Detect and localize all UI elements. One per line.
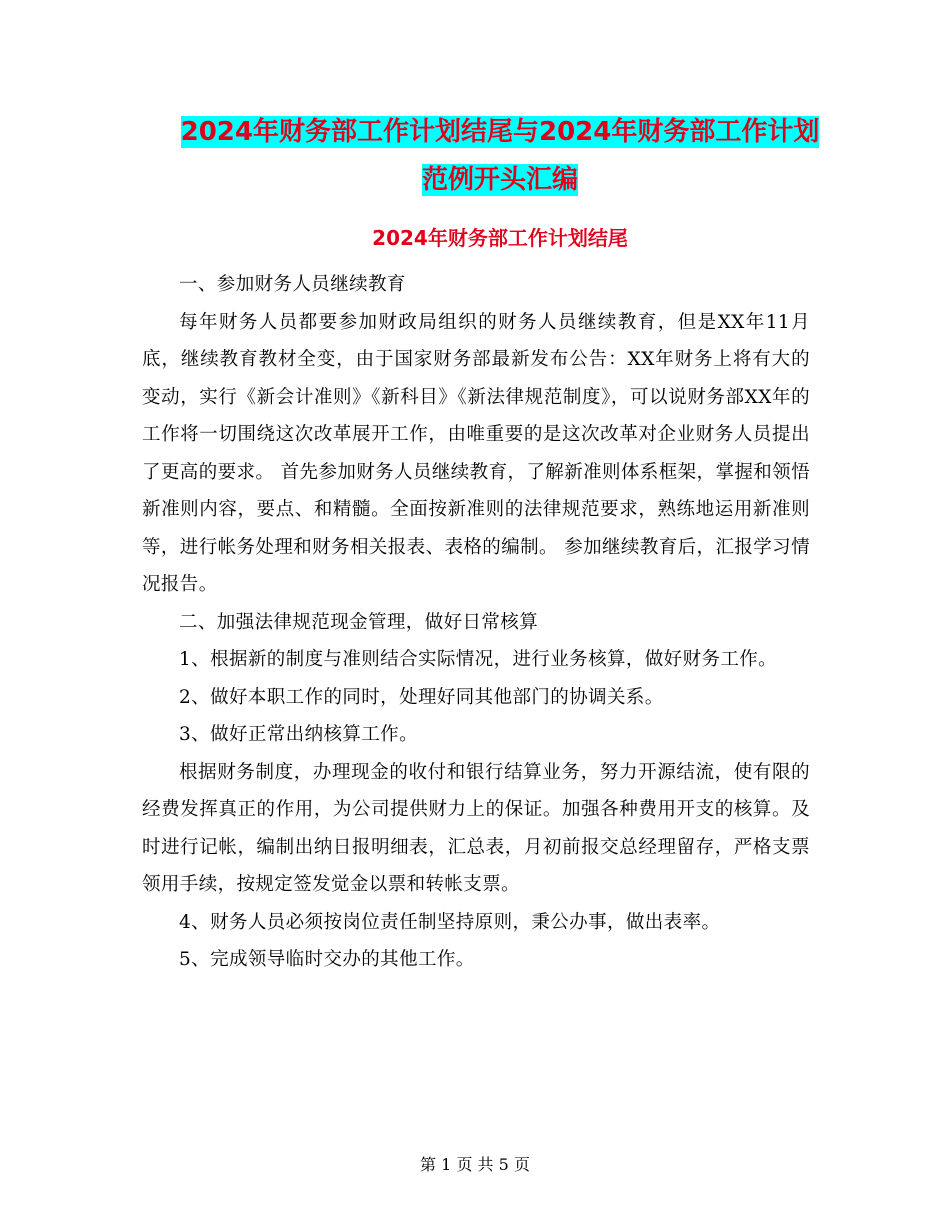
list-item-5: 5、完成领导临时交办的其他工作。 <box>179 949 475 970</box>
section-title: 2024年财务部工作计划结尾 <box>372 226 628 250</box>
paragraph-cashier-work: 根据财务制度，办理现金的收付和银行结算业务，努力开源结流，使有限的经费发挥真正的作用，为公司提供财力上的保证。加强各种费用开支的核算。及时进行记帐，编制出纳日报明细表，汇总表，月初前报交总经理留存，严格支票领用手续，按规定签发觉金以票和转帐支票。 <box>142 761 810 895</box>
footer-total-unit: 页 <box>513 1155 530 1174</box>
document-body <box>142 266 810 979</box>
page-footer <box>0 1153 950 1177</box>
current-page-number: 1 <box>441 1155 452 1174</box>
footer-page-unit: 页 <box>456 1155 473 1174</box>
document-title <box>150 108 850 204</box>
list-item-2: 2、做好本职工作的同时，处理好同其他部门的协调关系。 <box>179 686 664 708</box>
list-item-3: 3、做好正常出纳核算工作。 <box>179 724 418 745</box>
paragraph-continuing-education: 每年财务人员都要参加财政局组织的财务人员继续教育，但是XX年11月底，继续教育教材全变，由于国家财务部最新发布公告：XX年财务上将有大的变动，实行《新会计准则》《新科目》《新法律规范制度》，可以说财务部XX年的工作将一切围绕这次改革展开工作，由唯重要的是这次改革对企业财务人员提出了更高的要求。 首先参加财务人员继续教育，了解新准则体系框架，掌握和领悟新准则内容，要点、和精髓。全面按新准则的法律规范要求，熟练地运用新准则等，进行帐务处理和财务相关报表、表格的编制。 参加继续教育后，汇报学习情况报告。 <box>142 311 810 595</box>
list-item-1: 1、根据新的制度与准则结合实际情况，进行业务核算，做好财务工作。 <box>179 649 778 670</box>
footer-total-prefix: 共 <box>477 1155 494 1174</box>
document-title-line-1: 2024年财务部工作计划结尾与2024年财务部工作计划 <box>180 117 820 147</box>
heading-cash-management: 二、加强法律规范现金管理，做好日常核算 <box>179 611 539 633</box>
list-item-4: 4、财务人员必须按岗位责任制坚持原则，秉公办事，做出表率。 <box>179 911 721 933</box>
footer-prefix: 第 <box>420 1155 437 1174</box>
document-title-line-2: 范例开头汇编 <box>421 165 578 195</box>
total-page-count: 5 <box>498 1155 509 1174</box>
heading-continuing-education: 一、参加财务人员继续教育 <box>179 274 406 295</box>
